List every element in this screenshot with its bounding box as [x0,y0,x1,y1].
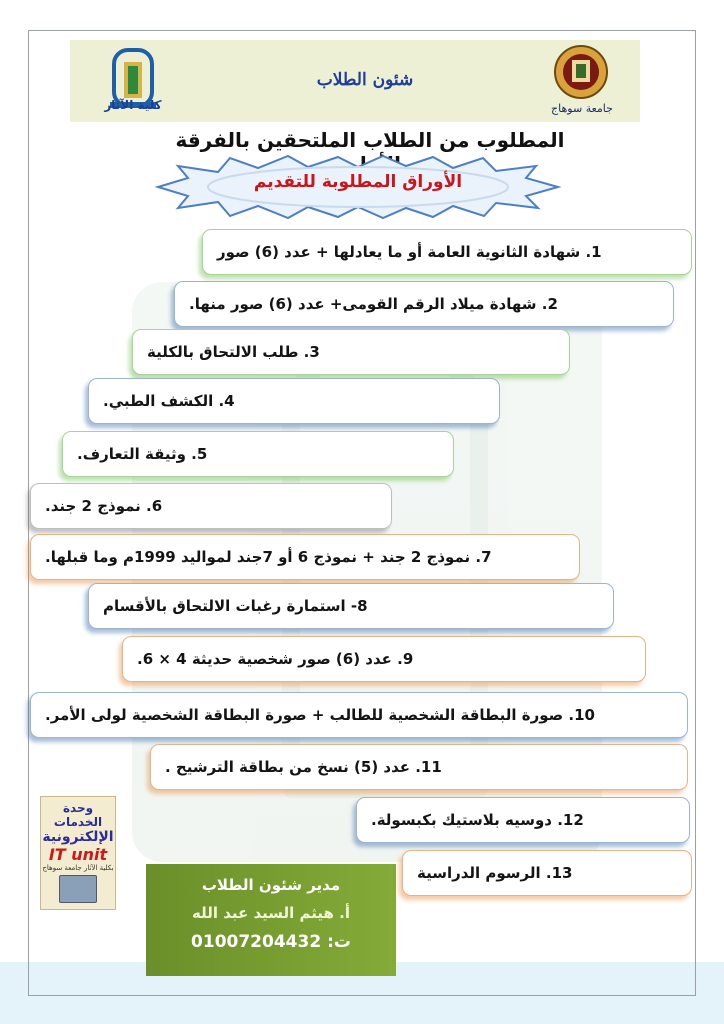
director-phone: ت: 01007204432 [191,932,351,952]
it-badge-line3: IT unit [48,845,108,864]
it-badge-line4: بكلية الآثار جامعة سوهاج [42,864,114,872]
list-item: 5. وثيقة التعارف. [62,431,454,477]
list-item: 3. طلب الالتحاق بالكلية [132,329,570,375]
it-badge-line2: الإلكترونية [42,829,114,845]
person-photo-icon [59,875,97,903]
university-logo-icon [548,44,614,100]
director-name: أ. هيثم السيد عبد الله [192,904,350,922]
it-unit-badge [40,796,116,910]
it-badge-line1: وحدة الخدمات [53,801,103,829]
subtitle: الأوراق المطلوبة للتقديم [253,172,463,192]
list-item: 10. صورة البطاقة الشخصية للطالب + صورة البطاقة الشخصية لولى الأمر. [30,692,688,738]
list-item: 8- استمارة رغبات الالتحاق بالأقسام [88,583,614,629]
list-item: 4. الكشف الطبي. [88,378,500,424]
university-logo-text: جامعة سوهاج [551,102,613,115]
list-item: 7. نموذج 2 جند + نموذج 6 أو 7جند لمواليد 1999م وما قبلها. [30,534,580,580]
list-item: 1. شهادة الثانوية العامة أو ما يعادلها + عدد (6) صور [202,229,692,275]
list-item: 13. الرسوم الدراسية [402,850,692,896]
list-item: 12. دوسيه بلاستيك بكبسولة. [356,797,690,843]
main-title: المطلوب من الطلاب الملتحقين بالفرقة [175,128,565,152]
list-item: 11. عدد (5) نسخ من بطاقة الترشيح . [150,744,688,790]
list-item: 6. نموذج 2 جند. [30,483,392,529]
director-role: مدير شئون الطلاب [201,876,341,894]
faculty-logo-text: كلية الآثار [104,98,162,112]
list-item: 2. شهادة ميلاد الرقم القومى+ عدد (6) صور منها. [174,281,674,327]
list-item: 9. عدد (6) صور شخصية حديثة 4 × 6. [122,636,646,682]
header-title: شئون الطلاب [316,70,414,90]
director-box [146,864,396,976]
